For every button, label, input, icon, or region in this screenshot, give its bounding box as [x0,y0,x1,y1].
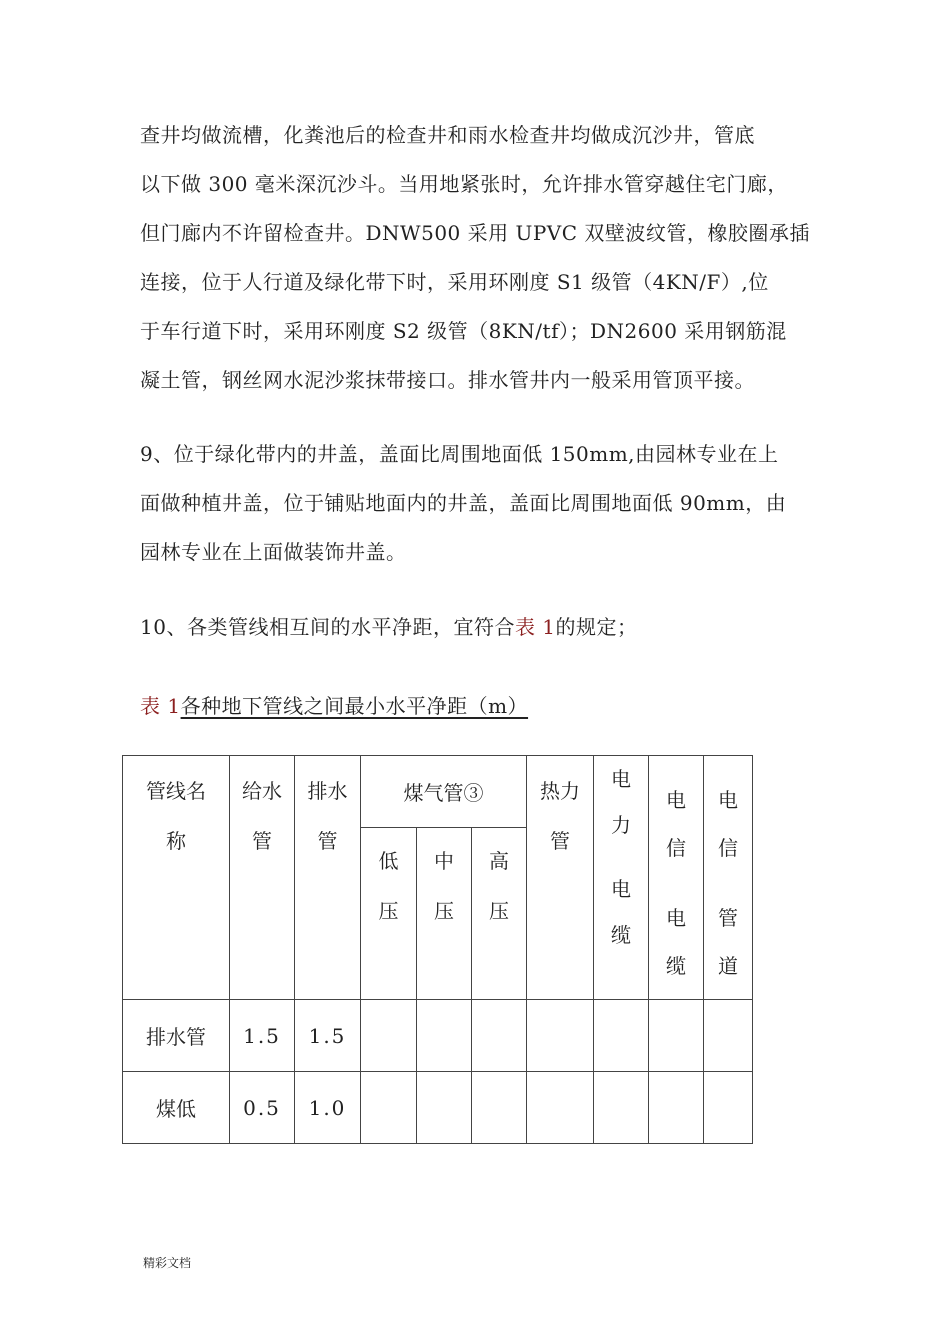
text-line: 以下做 300 毫米深沉沙斗。当用地紧张时，允许排水管穿越住宅门廊， [140,172,788,196]
table-header-row [123,756,753,828]
header-gas-high: 高 压 [472,828,527,1000]
header-power-cable: 电 力 电 缆 [594,756,649,1000]
header-pipe-name: 管线名 称 [123,756,230,1000]
header-water-supply: 给水 管 [230,756,295,1000]
table-caption-ref: 表 1 [140,694,181,718]
header-drainage: 排水 管 [295,756,361,1000]
empty-cell [704,1072,753,1144]
empty-cell [649,1072,704,1144]
header-gas-low: 低 压 [361,828,417,1000]
header-gas-mid: 中 压 [417,828,472,1000]
empty-cell [417,1072,472,1144]
header-telecom-cable: 电 信 电 缆 [649,756,704,1000]
table-caption [140,692,528,720]
text-line: 连接，位于人行道及绿化带下时，采用环刚度 S1 级管（4KN/F）,位 [140,270,769,294]
text-line: 9、位于绿化带内的井盖，盖面比周围地面低 150mm,由园林专业在上 [140,442,779,466]
header-gas-pipe: 煤气管③ [361,756,527,828]
cell-drainage: 1.0 [295,1072,361,1144]
empty-cell [472,1072,527,1144]
text-line: 查井均做流槽，化粪池后的检查井和雨水检查井均做成沉沙井，管底 [140,123,755,147]
pipe-clearance-table [122,755,753,1144]
text-line: 面做种植井盖，位于铺贴地面内的井盖，盖面比周围地面低 90mm，由 [140,491,787,515]
header-telecom-conduit: 电 信 管 道 [704,756,753,1000]
table-reference-link[interactable]: 表 1 [514,615,556,639]
empty-cell [472,1000,527,1072]
text-line: 凝土管，钢丝网水泥沙浆抹带接口。排水管井内一般采用管顶平接。 [140,368,755,392]
empty-cell [594,1000,649,1072]
footer-label: 精彩文档 [143,1256,192,1270]
empty-cell [417,1000,472,1072]
empty-cell [361,1072,417,1144]
empty-cell [704,1000,753,1072]
text-line: 园林专业在上面做装饰井盖。 [140,540,407,564]
empty-cell [594,1072,649,1144]
header-heat-pipe: 热力 管 [527,756,594,1000]
paragraph-clearance [140,613,638,641]
table-row [123,1000,753,1072]
empty-cell [527,1000,594,1072]
cell-water-supply: 0.5 [230,1072,295,1144]
empty-cell [361,1000,417,1072]
paragraph-text: 10、各类管线相互间的水平净距，宜符合 [140,615,515,639]
empty-cell [527,1072,594,1144]
row-pipe-name: 排水管 [123,1000,230,1072]
table-caption-text: 各种地下管线之间最小水平净距（m） [180,694,529,718]
cell-water-supply: 1.5 [230,1000,295,1072]
empty-cell [649,1000,704,1072]
cell-drainage: 1.5 [295,1000,361,1072]
table-row [123,1072,753,1144]
row-pipe-name: 煤低 [123,1072,230,1144]
paragraph-text: 的规定； [555,615,638,639]
text-line: 但门廊内不许留检查井。DNW500 采用 UPVC 双壁波纹管，橡胶圈承插 [140,221,810,245]
text-line: 于车行道下时，采用环刚度 S2 级管（8KN/tf）；DN2600 采用钢筋混 [140,319,787,343]
